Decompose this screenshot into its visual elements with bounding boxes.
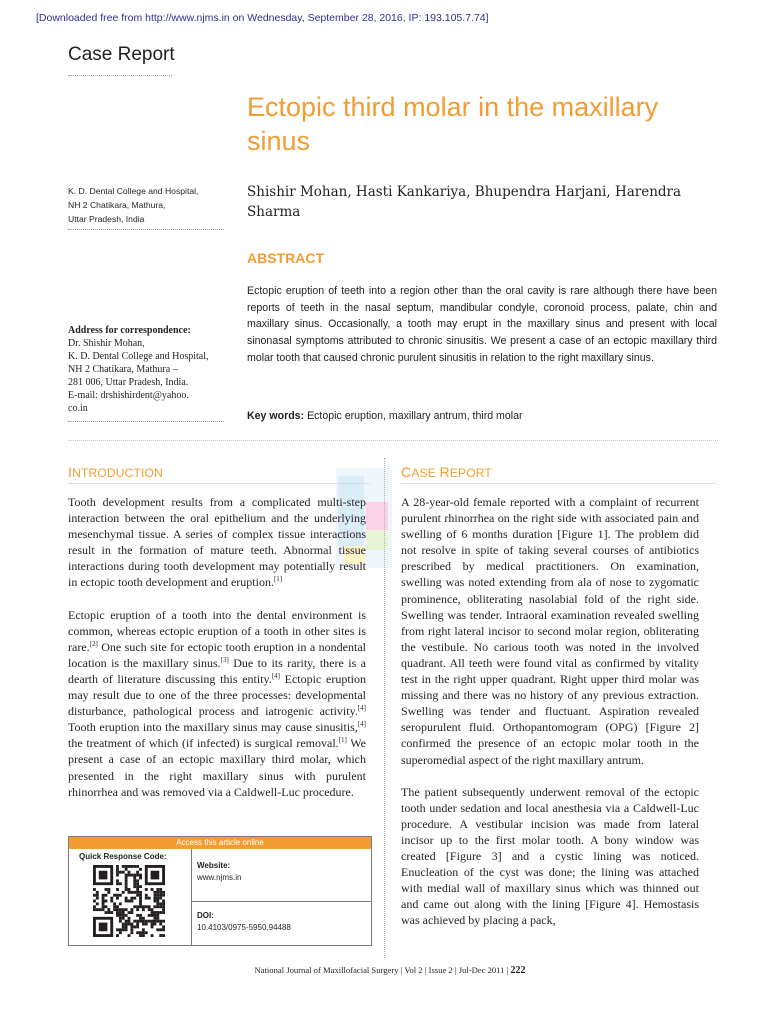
heading-rest: ASE (411, 466, 440, 480)
citation[interactable]: [3] (220, 655, 229, 664)
paragraph-text: Due to its rarity, there is a dearth of literature discussing this entity. (68, 655, 366, 686)
correspondence-email[interactable]: co.in (68, 403, 88, 414)
dotted-divider (68, 229, 224, 230)
heading-initial: C (401, 464, 412, 480)
section-label: Case Report (68, 44, 175, 65)
doi-label: DOI: (197, 911, 214, 920)
citation[interactable]: [1] (273, 575, 283, 584)
correspondence-line: K. D. Dental College and Hospital, (68, 351, 209, 362)
heading-rest: NTRODUCTION (72, 466, 163, 480)
affiliation-line: Uttar Pradesh, India (68, 214, 145, 224)
keywords-label: Key words: (247, 410, 305, 422)
qr-code[interactable] (93, 865, 165, 942)
citation[interactable]: [4] (357, 720, 366, 729)
correspondence-heading: Address for correspondence: (68, 325, 191, 336)
abstract-body: Ectopic eruption of teeth into a region other than the oral cavity is rare although there have been reports of teeth in the nasal septum, mandibular condyle, coronoid process, palate, chin and maxillary sinus. Occasionally, a tooth may erupt in the maxillary sinus and present with local sinonasal symptoms attributed to chronic sinusitis. We present a case of an ectopic maxillary third molar tooth that caused chronic purulent sinusitis in relation to the right maxillary sinus. (247, 285, 717, 364)
column-divider (384, 458, 385, 958)
paragraph (68, 607, 366, 800)
keywords (247, 410, 717, 422)
access-article-box (68, 836, 372, 946)
page-footer (230, 965, 550, 976)
correspondence-email[interactable]: E-mail: drshishirdent@yahoo. (68, 390, 189, 401)
abstract-heading: ABSTRACT (247, 250, 324, 266)
access-box-header: Access this article online (69, 837, 371, 849)
keywords-value: Ectopic eruption, maxillary antrum, third molar (307, 410, 523, 422)
introduction-heading (68, 464, 163, 480)
paragraph-text: Ectopic eruption of a tooth into the dental environment is common, whereas ectopic eruption of a tooth in other sites is rare. (68, 607, 366, 654)
citation[interactable]: [4] (271, 671, 280, 680)
dotted-divider (401, 483, 717, 484)
box-divider (191, 901, 371, 902)
download-banner: [Downloaded free from http://www.njms.in on Wednesday, September 28, 2016, IP: 193.105.7.74] (36, 12, 489, 24)
doi-link[interactable]: 10.4103/0975-5950.94488 (197, 923, 291, 932)
case-report-heading (401, 464, 492, 480)
paragraph-text: One such site for ectopic tooth eruption in a nondental location is the maxillary sinus. (68, 639, 366, 670)
paragraph (68, 494, 366, 591)
website-link[interactable]: www.njms.in (197, 873, 242, 882)
dotted-divider (68, 75, 172, 76)
case-report-column (401, 494, 699, 928)
author-list: Shishir Mohan, Hasti Kankariya, Bhupendra Harjani, Harendra Sharma (247, 184, 682, 220)
affiliation (68, 184, 228, 226)
correspondence-line: Dr. Shishir Mohan, (68, 338, 145, 349)
qr-code-label: Quick Response Code: (79, 852, 167, 861)
dotted-divider (68, 483, 370, 484)
box-divider (191, 849, 192, 945)
article-title: Ectopic third molar in the maxillary sinus (247, 92, 659, 156)
website-label: Website: (197, 861, 231, 870)
correspondence-address (68, 324, 228, 415)
paragraph: A 28-year-old female reported with a complaint of recurrent purulent rhinorrhea on the right side with associated pain and swelling of 6 months duration [Figure 1]. The problem did not resolve in spite of taking several courses of antibiotics prescribed by medical practitioners. On examination, swelling was noted extending from ala of nose to zygomatic prominence, obliterating nasolabial fold of the right side. Swelling was tender. Intraoral examination revealed swelling from right lateral incisor to second molar region, obliterating the vestibule. No carious tooth was noted in the involved quadrant. All teeth were found vital as confirmed by vitality test in the right upper quadrant. Right upper third molar was missing and there was no history of any previous extraction. Swelling was tender and fluctuant. Aspiration revealed seropurulent fluid. Orthopantomogram (OPG) [Figure 2] confirmed the presence of an ectopic molar tooth in the superomedial aspect of the right maxillary antrum. (401, 495, 699, 767)
paragraph-text: We present a case of an ectopic maxillary third molar, which presented in the right maxillary sinus with purulent rhinorrhea and was removed via a Caldwell-Luc procedure. (68, 736, 366, 799)
dotted-divider (68, 421, 224, 422)
citation[interactable]: [2] (89, 639, 98, 648)
paragraph-text: the treatment of which (if infected) is surgical removal. (68, 736, 339, 751)
qr-code-icon (93, 865, 165, 937)
introduction-column (68, 494, 366, 800)
citation[interactable]: [1] (338, 736, 347, 745)
paragraph-text: Tooth eruption into the maxillary sinus may cause sinusitis, (68, 720, 358, 735)
paragraph-text: Tooth development results from a complicated multi-step interaction between the oral epithelium and the underlying mesenchymal tissue. A series of complex tissue interactions result in the formation of mature teeth. Abnormal tissue interactions during tooth development may potentially result in ectopic tooth development and eruption. (68, 495, 366, 590)
affiliation-line: K. D. Dental College and Hospital, (68, 186, 199, 196)
heading-rest: EPORT (449, 466, 492, 480)
affiliation-line: NH 2 Chatikara, Mathura, (68, 200, 166, 210)
paragraph-text: Ectopic eruption may result due to one of the three processes: developmental disturbance, pathological process and iatrogenic activity. (68, 671, 366, 719)
footer-journal: National Journal of Maxillofacial Surgery | Vol 2 | Issue 2 | Jul-Dec 2011 | (254, 965, 509, 975)
correspondence-line: 281 006, Uttar Pradesh, India. (68, 377, 189, 388)
heading-initial: I (68, 464, 73, 480)
citation[interactable]: [4] (357, 704, 366, 713)
paragraph: The patient subsequently underwent removal of the ectopic tooth under sedation and local anesthesia via a Caldwell-Luc procedure. A vestibular incision was made from lateral incisor up to the first molar tooth. A bony window was created [Figure 3] and a cystic lining was noticed. Enucleation of the cyst was done; the lining was attached with medial wall of maxillary sinus which was thinned out and came out along with the lining [Figure 4]. Hemostasis was achieved by placing a pack, (401, 784, 699, 928)
section-divider (68, 440, 718, 441)
page-number: 222 (510, 965, 526, 976)
heading-initial: R (439, 464, 450, 480)
correspondence-line: NH 2 Chatikara, Mathura – (68, 364, 178, 375)
